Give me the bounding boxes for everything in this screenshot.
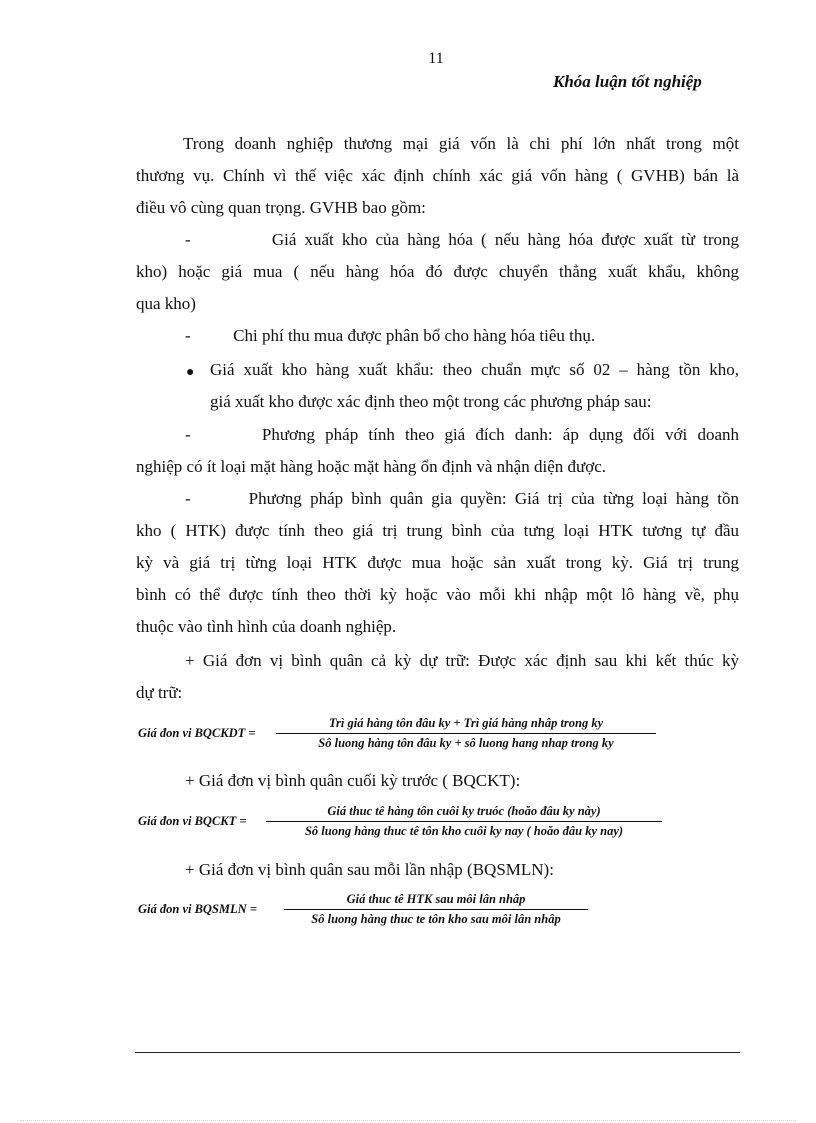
paragraph-line: qua kho): [136, 294, 196, 313]
paragraph-line: kho) hoặc giá mua ( nếu hàng hóa đó được chuyển thẳng xuất khẩu, không: [136, 262, 739, 281]
formula-bqckt: [138, 804, 668, 844]
list-item-line: - Phương pháp tính theo giá đích danh: áp dụng đối với doanh: [185, 425, 739, 444]
paragraph-line: điều vô cùng quan trọng. GVHB bao gồm:: [136, 198, 426, 217]
paragraph-line: + Giá đơn vị bình quân sau mỗi lần nhập (BQSMLN):: [185, 860, 554, 879]
running-header-title: Khóa luận tốt nghiệp: [553, 72, 702, 91]
list-item-line: - Chi phí thu mua được phân bổ cho hàng hóa tiêu thụ.: [185, 326, 596, 345]
paragraph-line: + Giá đơn vị bình quân cả kỳ dự trữ: Được xác định sau khi kết thúc kỳ: [185, 651, 739, 670]
formula-bqsmln: [138, 892, 598, 932]
formula-numerator: Giá thuc tê hàng tôn cuôi ky truóc (hoăo đâu ky này): [327, 804, 601, 818]
formula-numerator: Giá thuc tê HTK sau môi lân nhâp: [346, 892, 526, 906]
paragraph-line: kho ( HTK) được tính theo giá trị trung bình của tưng loại HTK tương tự đầu: [136, 521, 739, 540]
footer-divider: [135, 1052, 740, 1053]
formula-bqckdt: [138, 716, 668, 756]
list-item-line: - Phương pháp bình quân gia quyền: Giá trị của từng loại hàng tồn: [185, 489, 739, 508]
bullet-line: Giá xuất kho hàng xuất khẩu: theo chuẩn mực số 02 – hàng tồn kho,: [210, 360, 739, 379]
paragraph-line: dự trữ:: [136, 683, 183, 702]
paragraph-line: Trong doanh nghiệp thương mại giá vốn là chi phí lớn nhất trong một: [183, 134, 739, 153]
formula-lhs: Giá đon vi BQSMLN =: [138, 902, 257, 916]
formula-lhs: Giá đon vi BQCKT =: [138, 814, 247, 828]
list-item-line: - Giá xuất kho của hàng hóa ( nếu hàng hóa được xuất từ trong: [185, 230, 739, 249]
paragraph-line: thuộc vào tình hình của doanh nghiệp.: [136, 617, 397, 636]
bullet-icon: ●: [186, 365, 195, 380]
formula-denominator: Sô luong hàng tôn đâu ky + sô luong hang nhap trong ky: [318, 736, 614, 750]
formula-denominator: Sô luong hàng thuc te tôn kho sau môi lân nhâp: [311, 912, 561, 926]
paragraph-line: + Giá đơn vị bình quân cuối kỳ trước ( BQCKT):: [185, 771, 521, 790]
page-number: 11: [428, 50, 444, 67]
paragraph-line: thương vụ. Chính vì thế việc xác định chính xác giá vốn hàng ( GVHB) bán là: [136, 166, 739, 185]
paragraph-line: kỳ và giá trị từng loại HTK được mua hoặc sản xuất trong kỳ. Giá trị trung: [136, 553, 739, 572]
paragraph-line: bình có thể được tính theo thời kỳ hoặc vào mỗi khi nhập một lô hàng về, phụ: [136, 585, 739, 604]
bullet-line: giá xuất kho được xác định theo một trong các phương pháp sau:: [210, 392, 652, 411]
paragraph-line: nghiệp có ít loại mặt hàng hoặc mặt hàng ổn định và nhận diện được.: [136, 457, 606, 476]
formula-lhs: Giá đon vi BQCKDT =: [138, 726, 256, 740]
page-edge-dots: [20, 1120, 796, 1121]
formula-denominator: Sô luong hàng thuc tê tôn kho cuôi ky nay ( hoăo đâu ky nay): [304, 824, 624, 838]
formula-numerator: Trì giá hàng tôn đâu ky + Trì giá hàng nhâp trong ky: [328, 716, 604, 730]
